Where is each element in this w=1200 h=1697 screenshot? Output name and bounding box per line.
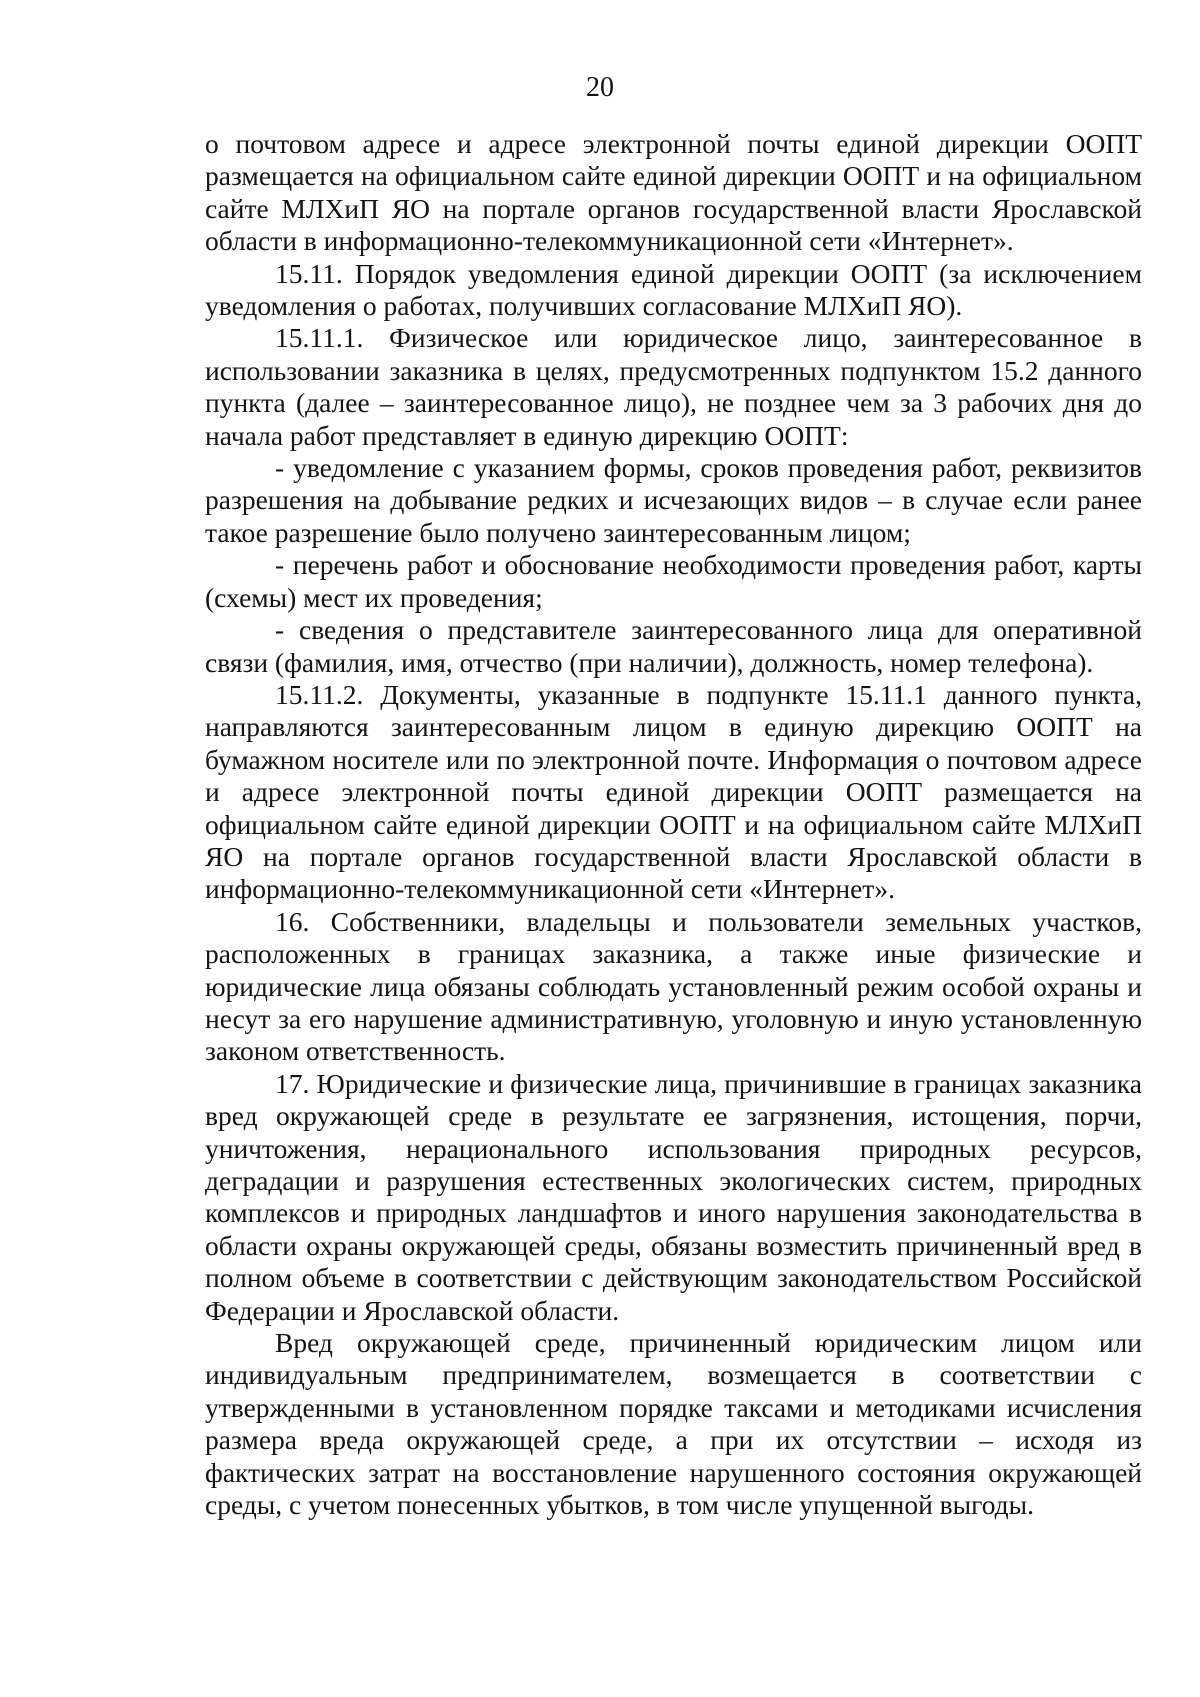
paragraph-17: 17. Юридические и физические лица, причинившие в границах заказника вред окружающей среде в результате ее загрязнения, истощения, порчи, уничтожения, нерационального использования природных ресурсов, деградации и разрушения естественных экологических систем, природных комплексов и природных ландшафтов и иного нарушения законодательства в области охраны окружающей среды, обязаны возместить причиненный вред в полном объеме в соответствии с действующим законодательством Российской Федерации и Ярославской области.	[205, 1067, 1142, 1326]
paragraph-15-11: 15.11. Порядок уведомления единой дирекции ООПТ (за исключением уведомления о работах, получивших согласование МЛХиП ЯО).	[205, 257, 1142, 322]
paragraph-continuation: о почтовом адресе и адресе электронной почты единой дирекции ООПТ размещается на официальном сайте единой дирекции ООПТ и на официальном сайте МЛХиП ЯО на портале органов государственной власти Ярославской области в информационно-телекоммуникационной сети «Интернет».	[205, 128, 1142, 257]
paragraph-damage-compensation: Вред окружающей среде, причиненный юридическим лицом или индивидуальным предпринимателем, возмещается в соответствии с утвержденными в установленном порядке таксами и методиками исчисления размера вреда окружающей среде, а при их отсутствии – исходя из фактических затрат на восстановление нарушенного состояния окружающей среды, с учетом понесенных убытков, в том числе упущенной выгоды.	[205, 1327, 1142, 1521]
page-number: 20	[586, 72, 614, 103]
paragraph-16: 16. Собственники, владельцы и пользователи земельных участков, расположенных в границах заказника, а также иные физические и юридические лица обязаны соблюдать установленный режим особой охраны и несут за его нарушение административную, уголовную и иную установленную законом ответственность.	[205, 905, 1142, 1067]
paragraph-15-11-2: 15.11.2. Документы, указанные в подпункте 15.11.1 данного пункта, направляются заинтересованным лицом в единую дирекцию ООПТ на бумажном носителе или по электронной почте. Информация о почтовом адресе и адресе электронной почты единой дирекции ООПТ размещается на официальном сайте единой дирекции ООПТ и на официальном сайте МЛХиП ЯО на портале органов государственной власти Ярославской области в информационно-телекоммуникационной сети «Интернет».	[205, 678, 1142, 905]
list-item-work-list: - перечень работ и обоснование необходимости проведения работ, карты (схемы) мест их проведения;	[205, 549, 1142, 613]
list-item-representative: - сведения о представителе заинтересованного лица для оперативной связи (фамилия, имя, отчество (при наличии), должность, номер телефона).	[205, 614, 1142, 678]
paragraph-15-11-1: 15.11.1. Физическое или юридическое лицо, заинтересованное в использовании заказника в целях, предусмотренных подпунктом 15.2 данного пункта (далее – заинтересованное лицо), не позднее чем за 3 рабочих дня до начала работ представляет в единую дирекцию ООПТ:	[205, 322, 1142, 451]
list-item-notification: - уведомление с указанием формы, сроков проведения работ, реквизитов разрешения на добывание редких и исчезающих видов – в случае если ранее такое разрешение было получено заинтересованным лицом;	[205, 452, 1142, 548]
document-body	[205, 128, 1142, 1521]
